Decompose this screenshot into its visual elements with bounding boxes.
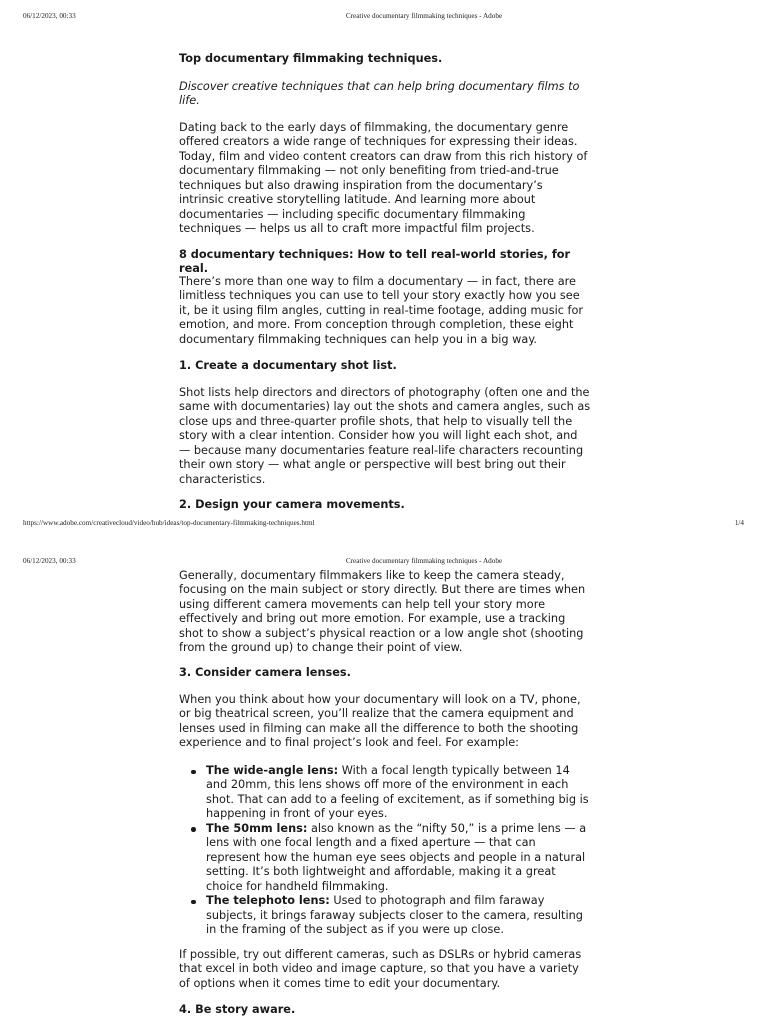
section-intro: There’s more than one way to film a documentary — in fact, there are limitless techniques you can use to tell your story exactly how you see it, be it using film angles, cutting in real-time footage, adding music for emotion, and more. From conception through completion, these eight documentary filmmaking techniques can help you in a big way. xyxy=(179,275,584,346)
print-page-2 xyxy=(0,548,768,1024)
lens-list-item xyxy=(179,822,591,894)
print-header-title: Creative documentary filmmaking techniques - Adobe xyxy=(345,12,503,20)
article-subtitle: Discover creative techniques that can help bring documentary films to life. xyxy=(179,80,580,108)
lens-term: The wide-angle lens: xyxy=(206,764,339,777)
print-footer-page-number: 1/4 xyxy=(734,519,744,527)
lens-description: Used to photograph and film faraway subjects, it brings faraway subjects closer to the camera, resulting in the framing of the subject as if you were up close. xyxy=(206,894,583,936)
article-title: Top documentary filmmaking techniques. xyxy=(179,52,443,65)
lens-description: With a focal length typically between 14 and 20mm, this lens shows off more of the environment in each shot. That can add to a feeling of excitement, as if something big is happening in front of your eyes. xyxy=(206,764,589,821)
lens-term: The telephoto lens: xyxy=(206,894,330,908)
lens-description: also known as the “nifty 50,” is a prime lens — a lens with one focal length and a fixed aperture — that can represent how the human eye sees objects and people in a natural setting. It’s both lightweight and affordable, making it a great choice for handheld filmmaking. xyxy=(206,821,587,893)
print-header-date: 06/12/2023, 00:33 xyxy=(23,12,76,20)
step-3-heading: 3. Consider camera lenses. xyxy=(179,666,351,679)
page-break xyxy=(0,536,768,548)
article-intro: Dating back to the early days of filmmaking, the documentary genre offered creators a wide range of techniques for expressing their ideas. Today, film and video content creators can draw from this rich history of documentary filmmaking — not only benefiting from tried-and-true techniques but also drawing inspiration from the documentary’s intrinsic creative storytelling latitude. And learning more about documentaries — including specific documentary filmmaking techniques — helps us all to craft more impactful film projects. xyxy=(179,121,588,236)
step-1-heading: 1. Create a documentary shot list. xyxy=(179,359,397,372)
section-heading: 8 documentary techniques: How to tell real-world stories, for real. xyxy=(179,248,571,276)
lens-term: The 50mm lens: xyxy=(206,821,308,835)
step-1-body: Shot lists help directors and directors of photography (often one and the same with documentaries) lay out the shots and camera angles, such as close ups and three-quarter profile shots, that help to visually tell the story with a clear intention. Consider how you will light each shot, and — because many documentaries feature real-life characters recounting their own story — what angle or perspective will best bring out their characteristics. xyxy=(179,386,591,486)
print-header-title: Creative documentary filmmaking techniques - Adobe xyxy=(345,557,503,565)
lens-list-item xyxy=(179,764,591,822)
step-4-heading: 4. Be story aware. xyxy=(179,1003,296,1016)
step-3-body: When you think about how your documentary will look on a TV, phone, or big theatrical screen, you’ll realize that the camera equipment and lenses used in filming can make all the difference to both the shooting experience and to final project’s look and feel. For example: xyxy=(179,693,581,750)
step-2-body: Generally, documentary filmmakers like to keep the camera steady, focusing on the main subject or story directly. But there are times when using different camera movements can help tell your story more effectively and bring out more emotion. For example, use a tracking shot to show a subject’s physical reaction or a low angle shot (shooting from the ground up) to change their point of view. xyxy=(179,569,586,655)
step-2-heading: 2. Design your camera movements. xyxy=(179,498,405,511)
lens-list xyxy=(179,764,591,937)
print-header-date: 06/12/2023, 00:33 xyxy=(23,557,76,565)
print-footer-url: https://www.adobe.com/creativecloud/video/hub/ideas/top-documentary-filmmaking-techniques.html xyxy=(23,519,315,527)
lens-list-item xyxy=(179,894,591,937)
step-3-closing: If possible, try out different cameras, such as DSLRs or hybrid cameras that excel in both video and image capture, so that you have a variety of options when it comes time to edit your documentary. xyxy=(179,948,582,990)
